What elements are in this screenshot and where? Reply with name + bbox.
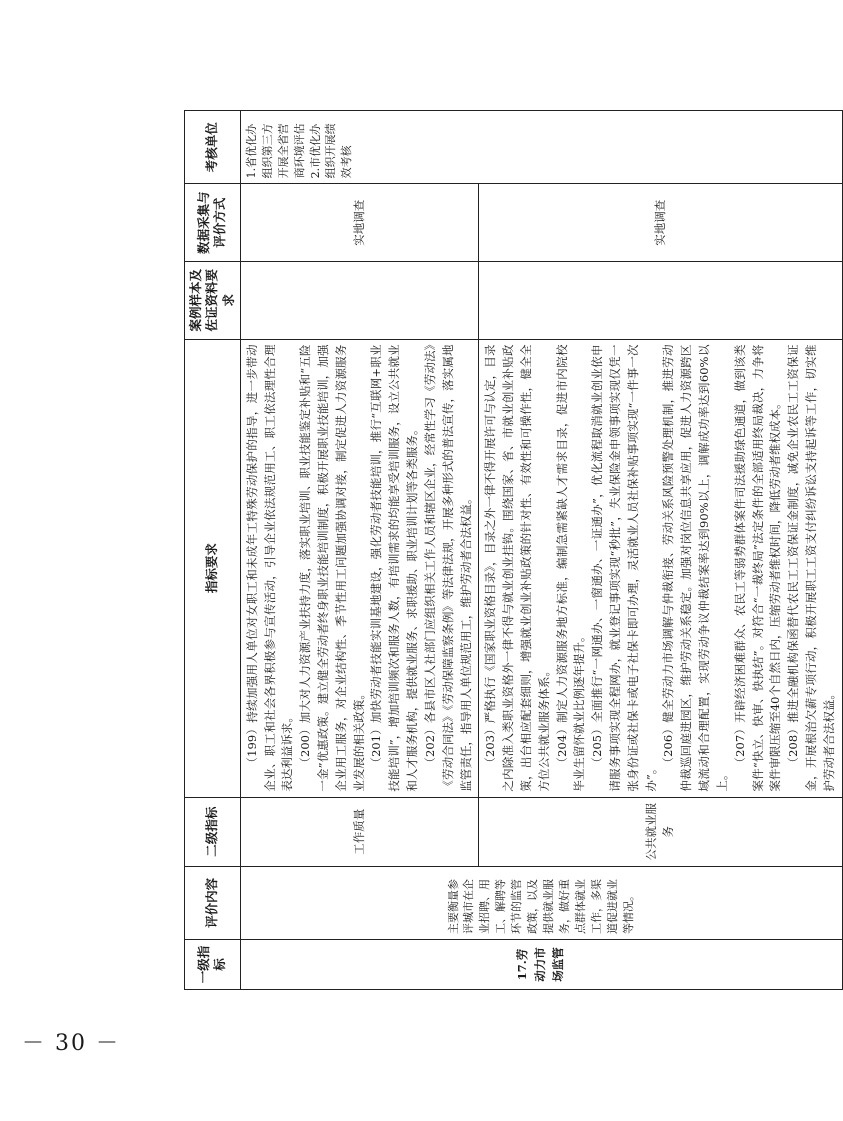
requirements-cell-employment (479, 339, 842, 797)
header-level2: 二级指标 (185, 797, 241, 866)
header-level1: 一级指标 (185, 940, 241, 990)
collection-cell-quality: 实地调查 (240, 184, 479, 262)
evaluation-table (184, 110, 843, 990)
requirement-item: （199）持续加强用人单位对女职工和未成年工特殊劳动保护的指导，进一步带动企业、职工和社会各界积极参与宣传活动，引导企业依法规范用工、职工依法理性合理表达利益诉求。 (244, 344, 295, 792)
requirement-item: （201）加快劳动者技能实训基地建设，强化劳动者技能培训，推行“互联网+职业技能培训”，增加培训频次和服务人数，有培训需求的均能享受培训服务，设立公共就业和人才服务机构，提供就业服务、求职援助、职业培训计划等各类服务。 (369, 344, 420, 792)
table-header-row (185, 111, 241, 990)
table-row (479, 111, 842, 990)
requirement-item: （207）开辟经济困难群众、农民工等弱势群体案件司法援助绿色通道，做到该类案件“快立、快审、快执结”。对符合“一裁终局”法定条件的全部适用终局裁决，力争将案件审限压缩至40个自然日内，压缩劳动者维权时间，降低劳动者维权成本。 (732, 344, 783, 792)
rotated-page (184, 110, 836, 990)
requirement-item: （205）全面推行“一网通办、一窗通办、一证通办”，优化流程取消就业创业依申请服务事项实现全程网办，就业登记事项实现“秒批”，失业保险金申领事项实现仅凭一张身份证或社保卡或电子社保卡即可办理，灵活就业人员社保补贴事项实现“一件事一次办”。 (590, 344, 658, 792)
table-row (240, 111, 479, 990)
header-content: 评价内容 (185, 866, 241, 939)
requirement-item: （202）各县市区人社部门应组织相关工作人员和辖区企业，经常性学习《劳动法》《劳动合同法》《劳动保障监察条例》等法律法规，开展多种形式的普法宣传，落实属地监管责任，指导用人单位规范用工，维护劳动者合法权益。 (422, 344, 473, 792)
sample-cell-quality (240, 261, 479, 339)
content-cell: 主要衡量参评城市在企业招聘、用工、解聘等环节的监管政策，以及提供就业服务，做好重点群体就业工作，多渠道促进就业等情况。 (240, 866, 842, 939)
header-requirements: 指标要求 (185, 339, 241, 797)
requirement-item: （200）加大对人力资源产业扶持力度，落实职业培训、职业技能鉴定补贴和“五险一金”优惠政策。建立健全劳动者终身职业技能培训制度，积极开展职业技能培训，加强企业用工服务，对企业结构性、季节性用工问题加强协调对接，制定促进人力资源服务业发展的相关政策。 (298, 344, 366, 792)
header-assessor: 考核单位 (185, 111, 241, 184)
assessor-cell: 1.省优化办组织第三方开展全省营商环境评估 2.市优化办组织开展绩效考核 (240, 111, 842, 184)
header-collection: 数据采集与评价方式 (185, 184, 241, 262)
page-number: － 30 － (22, 1031, 120, 1056)
level2-cell-quality: 工作质量 (240, 797, 479, 866)
requirement-item: （204）制定人力资源服务地方标准，编制急需紧缺人才需求目录，促进市内院校毕业生留怀就业比例逐年提升。 (554, 344, 587, 792)
collection-cell-employment: 实地调查 (479, 184, 842, 262)
level1-cell: 17.劳动力市场监管 (240, 940, 842, 990)
level2-cell-employment: 公共就业服务 (479, 797, 842, 866)
requirement-item: （208）推进全融机构保函替代农民工工资保证金制度，减免企业农民工工资保证金，开展根治欠薪专项行动，积极开展职工工资支付纠纷诉讼支持起诉等工作，切实维护劳动者合法权益。 (786, 344, 836, 792)
requirement-item: （206）健全劳动力市场调解与仲裁衔接、劳动关系风险预警处理机制，推进劳动仲裁巡回庭进园区，维护劳动关系稳定。加强对岗位信息共享应用，促进人力资源跨区域流动和合理配置，实现劳动争议仲裁结案率达到90%以上，调解成功率达到60%以上。 (661, 344, 729, 792)
requirements-cell-quality (240, 339, 479, 797)
sample-cell-employment (479, 261, 842, 339)
header-sample: 案例样本及佐证资料要求 (185, 261, 241, 339)
requirement-item: （203）严格执行《国家职业资格目录》，目录之外一律不得开展许可与认定，目录之内除准入类职业资格外一律不得与就业创业挂钩。围绕国家、省、市就业创业补贴政策，出台相应配套细则，增强就业创业补贴政策的针对性、有效性和可操作性，健全全方位公共就业服务体系。 (483, 344, 551, 792)
